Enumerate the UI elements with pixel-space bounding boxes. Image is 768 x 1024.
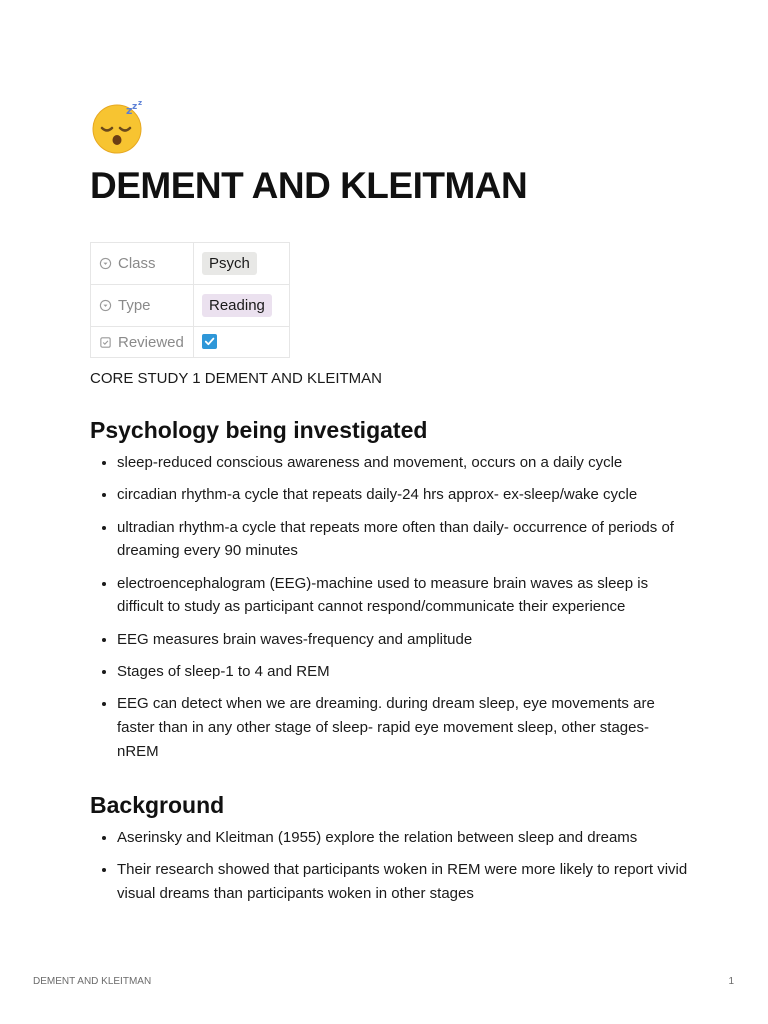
type-tag[interactable]: Reading [202, 294, 272, 317]
svg-text:z: z [138, 99, 143, 107]
list-item: • circadian rhythm-a cycle that repeats daily-24 hrs approx- ex-sleep/wake cycle [117, 483, 690, 507]
page-title: DEMENT AND KLEITMAN [90, 165, 528, 206]
property-row-type [91, 285, 290, 327]
reviewed-checkbox[interactable] [202, 334, 217, 349]
property-label: Class [118, 255, 156, 272]
sleeping-face-emoji-icon [90, 98, 150, 156]
list-item: • Aserinsky and Kleitman (1955) explore the relation between sleep and dreams [117, 826, 690, 850]
intro-text: CORE STUDY 1 DEMENT AND KLEITMAN [90, 370, 383, 387]
bullet-list-psychology [90, 451, 690, 764]
page-content [90, 98, 690, 914]
svg-text:z: z [126, 104, 133, 117]
list-item: • sleep-reduced conscious awareness and movement, occurs on a daily cycle [117, 451, 690, 475]
section-heading-psychology: Psychology being investigated [90, 417, 428, 443]
page-number: 1 [728, 976, 734, 987]
check-icon [204, 336, 215, 347]
section-heading-background: Background [90, 791, 225, 818]
checkbox-icon [99, 336, 112, 349]
property-label: Reviewed [118, 333, 184, 351]
list-item: • ultradian rhythm-a cycle that repeats more often than daily- occurrence of periods of dreaming every 90 minutes [117, 516, 690, 564]
property-row-reviewed [91, 327, 290, 358]
property-label: Type [118, 297, 151, 314]
list-item: • EEG measures brain waves-frequency and amplitude [117, 628, 690, 652]
bullet-list-background [90, 826, 690, 906]
class-tag[interactable]: Psych [202, 252, 257, 275]
property-row-class [91, 243, 290, 285]
list-item: • EEG can detect when we are dreaming. during dream sleep, eye movements are faster than in any other stage of sleep- rapid eye movement sleep, other stages-nREM [117, 692, 690, 763]
select-icon [99, 299, 112, 312]
svg-text:z: z [132, 102, 138, 112]
footer-title: DEMENT AND KLEITMAN [33, 976, 152, 987]
list-item: • Their research showed that participants woken in REM were more likely to report vivid visual dreams than participants woken in other stages [117, 858, 690, 906]
properties-table [90, 242, 290, 358]
select-icon [99, 257, 112, 270]
list-item: • electroencephalogram (EEG)-machine used to measure brain waves as sleep is difficult to study as participant cannot respond/communicate their experience [117, 572, 690, 620]
list-item: • Stages of sleep-1 to 4 and REM [117, 660, 690, 684]
